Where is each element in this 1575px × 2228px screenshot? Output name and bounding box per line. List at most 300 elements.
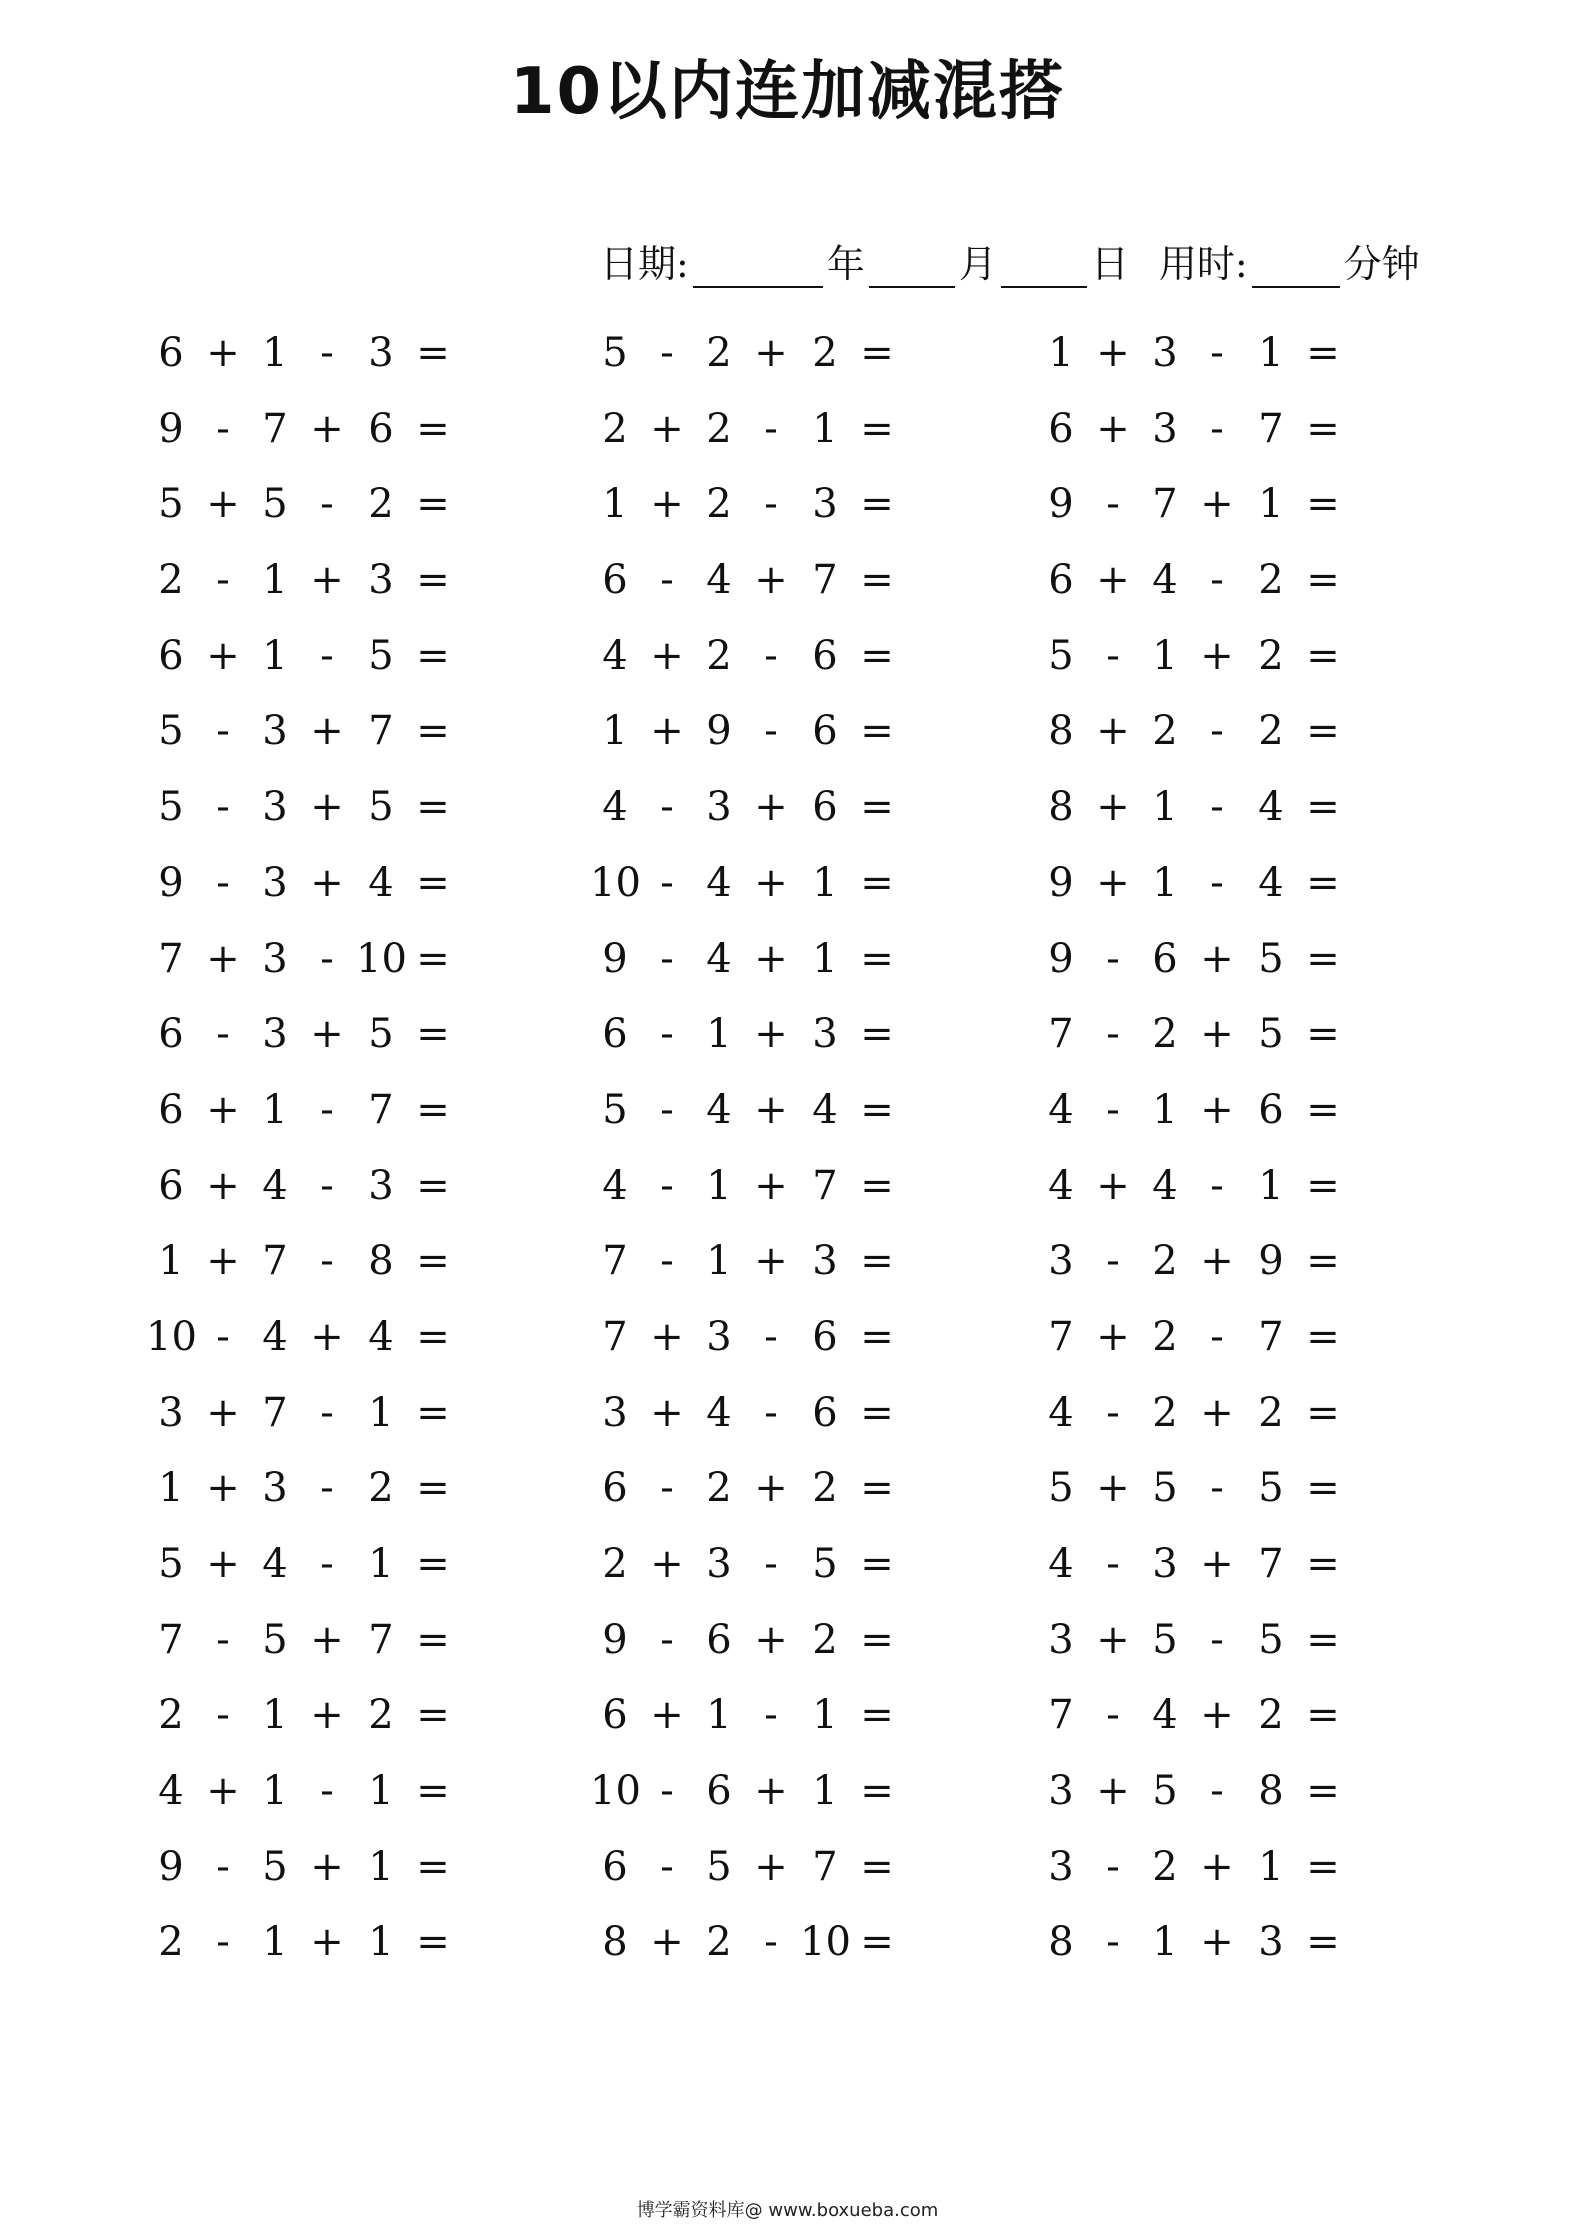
first-operator: - — [1106, 1692, 1120, 1739]
first-number: 5 — [158, 784, 184, 831]
equals-sign: = — [860, 708, 894, 755]
second-number: 2 — [706, 481, 732, 528]
first-operator: + — [206, 1162, 240, 1209]
second-number: 1 — [706, 1692, 732, 1739]
first-operator: - — [216, 1313, 230, 1360]
first-operator: + — [206, 1389, 240, 1436]
third-number: 6 — [368, 405, 394, 452]
first-number: 5 — [602, 330, 628, 376]
second-operator: - — [764, 1313, 778, 1360]
equals-sign: = — [860, 1238, 894, 1285]
minutes-label: 分钟 — [1343, 242, 1420, 286]
first-number: 5 — [158, 1541, 184, 1587]
second-number: 3 — [706, 784, 732, 831]
second-operator: + — [1200, 1086, 1234, 1133]
first-operator: + — [650, 632, 684, 679]
equals-sign: = — [416, 1843, 450, 1890]
first-operator: - — [660, 330, 674, 376]
second-operator: + — [1200, 1843, 1234, 1890]
first-number: 5 — [1048, 1465, 1074, 1512]
third-number: 4 — [368, 1313, 394, 1360]
second-number: 4 — [262, 1541, 288, 1587]
second-operator: + — [310, 1313, 344, 1360]
first-operator: - — [660, 1011, 674, 1058]
first-number: 2 — [158, 1692, 184, 1739]
first-operator: + — [1096, 1768, 1130, 1815]
first-operator: + — [1096, 859, 1130, 906]
equals-sign: = — [416, 1389, 450, 1436]
second-number: 2 — [706, 405, 732, 452]
first-operator: - — [1106, 632, 1120, 679]
second-operator: + — [754, 1616, 788, 1663]
third-number: 8 — [1258, 1768, 1284, 1815]
equals-sign: = — [1306, 1011, 1340, 1058]
first-operator: - — [216, 1692, 230, 1739]
equals-sign: = — [416, 1616, 450, 1663]
first-number: 8 — [602, 1919, 628, 1966]
equals-sign: = — [1306, 632, 1340, 679]
second-operator: + — [310, 1843, 344, 1890]
second-number: 7 — [262, 1389, 288, 1436]
second-operator: + — [754, 1086, 788, 1133]
first-number: 9 — [1048, 481, 1074, 528]
equals-sign: = — [416, 1238, 450, 1285]
second-number: 5 — [262, 481, 288, 528]
third-number: 1 — [812, 935, 838, 982]
first-operator: + — [206, 935, 240, 982]
second-number: 5 — [1152, 1616, 1178, 1663]
first-number: 5 — [1048, 632, 1074, 679]
third-number: 2 — [368, 481, 394, 528]
equals-sign: = — [860, 632, 894, 679]
first-number: 6 — [602, 1011, 628, 1058]
equals-sign: = — [1306, 1313, 1340, 1360]
first-operator: - — [660, 1616, 674, 1663]
second-number: 6 — [706, 1616, 732, 1663]
second-operator: + — [310, 405, 344, 452]
second-operator: + — [1200, 632, 1234, 679]
equals-sign: = — [416, 330, 450, 376]
third-number: 7 — [368, 708, 394, 755]
third-number: 10 — [356, 935, 407, 982]
first-operator: + — [650, 1692, 684, 1739]
equals-sign: = — [1306, 1692, 1340, 1739]
third-number: 5 — [368, 1011, 394, 1058]
equals-sign: = — [416, 859, 450, 906]
equals-sign: = — [416, 935, 450, 982]
first-number: 10 — [146, 1313, 197, 1360]
third-number: 2 — [1258, 632, 1284, 679]
third-number: 2 — [1258, 1389, 1284, 1436]
second-number: 2 — [1152, 1238, 1178, 1285]
equals-sign: = — [860, 1843, 894, 1890]
date-label: 日期: — [600, 242, 689, 286]
first-operator: - — [660, 557, 674, 604]
second-operator: - — [320, 1389, 334, 1436]
second-operator: + — [1200, 1389, 1234, 1436]
second-operator: + — [754, 330, 788, 376]
equals-sign: = — [416, 784, 450, 831]
first-number: 2 — [158, 557, 184, 604]
first-operator: + — [1096, 557, 1130, 604]
first-operator: + — [206, 1768, 240, 1815]
equals-sign: = — [860, 784, 894, 831]
third-number: 6 — [812, 784, 838, 831]
first-operator: + — [1096, 1616, 1130, 1663]
third-number: 3 — [812, 1011, 838, 1058]
second-number: 4 — [706, 935, 732, 982]
first-number: 9 — [602, 1616, 628, 1663]
third-number: 7 — [812, 1843, 838, 1890]
first-number: 1 — [158, 1238, 184, 1285]
equals-sign: = — [1306, 1919, 1340, 1966]
second-number: 1 — [262, 1919, 288, 1966]
first-operator: + — [650, 1541, 684, 1587]
third-number: 2 — [1258, 557, 1284, 604]
first-number: 4 — [602, 1162, 628, 1209]
first-operator: + — [1096, 330, 1130, 376]
second-number: 5 — [262, 1843, 288, 1890]
third-number: 3 — [812, 1238, 838, 1285]
date-time-line — [600, 228, 1420, 288]
second-number: 3 — [262, 935, 288, 982]
second-operator: - — [320, 481, 334, 528]
first-operator: + — [1096, 1465, 1130, 1512]
second-operator: - — [1210, 859, 1224, 906]
equals-sign: = — [416, 632, 450, 679]
third-number: 2 — [812, 1616, 838, 1663]
first-number: 7 — [158, 935, 184, 982]
first-number: 6 — [602, 1465, 628, 1512]
third-number: 2 — [812, 330, 838, 376]
first-operator: - — [1106, 1086, 1120, 1133]
minutes-blank[interactable] — [1252, 248, 1340, 288]
second-number: 2 — [706, 330, 732, 376]
first-number: 6 — [158, 1162, 184, 1209]
second-operator: + — [310, 708, 344, 755]
first-operator: - — [660, 859, 674, 906]
second-number: 6 — [1152, 935, 1178, 982]
first-number: 5 — [158, 708, 184, 755]
month-label: 月 — [958, 242, 997, 286]
first-number: 9 — [602, 935, 628, 982]
first-number: 2 — [602, 1541, 628, 1587]
second-operator: + — [310, 859, 344, 906]
month-blank[interactable] — [869, 248, 955, 288]
second-operator: - — [1210, 330, 1224, 376]
second-number: 3 — [1152, 1541, 1178, 1587]
first-number: 4 — [158, 1768, 184, 1815]
second-number: 1 — [706, 1011, 732, 1058]
equals-sign: = — [416, 1465, 450, 1512]
first-operator: + — [1096, 1162, 1130, 1209]
equals-sign: = — [860, 1541, 894, 1587]
first-operator: - — [216, 859, 230, 906]
second-number: 3 — [262, 1465, 288, 1512]
second-operator: + — [754, 557, 788, 604]
equals-sign: = — [1306, 1086, 1340, 1133]
third-number: 3 — [812, 481, 838, 528]
second-operator: - — [1210, 557, 1224, 604]
second-operator: + — [1200, 1238, 1234, 1285]
third-number: 7 — [812, 557, 838, 604]
second-operator: - — [764, 1919, 778, 1966]
first-number: 7 — [602, 1313, 628, 1360]
second-number: 5 — [1152, 1465, 1178, 1512]
second-number: 1 — [706, 1162, 732, 1209]
third-number: 6 — [1258, 1086, 1284, 1133]
second-number: 4 — [706, 1389, 732, 1436]
third-number: 7 — [1258, 1541, 1284, 1587]
third-number: 3 — [368, 330, 394, 376]
equals-sign: = — [416, 1919, 450, 1966]
first-number: 9 — [158, 405, 184, 452]
equals-sign: = — [1306, 1238, 1340, 1285]
first-operator: + — [1096, 708, 1130, 755]
second-operator: - — [320, 1238, 334, 1285]
second-operator: - — [764, 481, 778, 528]
first-number: 3 — [1048, 1616, 1074, 1663]
second-number: 3 — [1152, 405, 1178, 452]
second-operator: + — [754, 1843, 788, 1890]
first-number: 1 — [1048, 330, 1074, 376]
first-number: 7 — [1048, 1011, 1074, 1058]
first-number: 9 — [158, 1843, 184, 1890]
third-number: 3 — [368, 557, 394, 604]
first-operator: + — [650, 481, 684, 528]
equals-sign: = — [860, 481, 894, 528]
second-operator: + — [1200, 1919, 1234, 1966]
first-number: 1 — [158, 1465, 184, 1512]
second-operator: + — [1200, 1692, 1234, 1739]
third-number: 6 — [812, 1389, 838, 1436]
first-number: 1 — [602, 708, 628, 755]
second-number: 1 — [706, 1238, 732, 1285]
first-operator: + — [206, 1086, 240, 1133]
third-number: 2 — [1258, 1692, 1284, 1739]
second-operator: - — [764, 405, 778, 452]
equals-sign: = — [1306, 1162, 1340, 1209]
equals-sign: = — [416, 481, 450, 528]
equals-sign: = — [1306, 1843, 1340, 1890]
third-number: 2 — [812, 1465, 838, 1512]
first-operator: - — [660, 935, 674, 982]
second-number: 7 — [1152, 481, 1178, 528]
second-number: 2 — [1152, 1389, 1178, 1436]
third-number: 5 — [1258, 1616, 1284, 1663]
first-operator: - — [660, 784, 674, 831]
first-number: 5 — [602, 1086, 628, 1133]
second-operator: + — [754, 1465, 788, 1512]
second-operator: - — [320, 1541, 334, 1587]
first-operator: - — [216, 1919, 230, 1966]
third-number: 8 — [368, 1238, 394, 1285]
second-number: 1 — [262, 330, 288, 376]
second-number: 4 — [706, 1086, 732, 1133]
second-operator: - — [320, 1162, 334, 1209]
first-operator: - — [216, 1011, 230, 1058]
second-operator: - — [320, 632, 334, 679]
first-number: 6 — [1048, 405, 1074, 452]
equals-sign: = — [416, 405, 450, 452]
first-operator: + — [650, 1919, 684, 1966]
second-number: 4 — [1152, 1162, 1178, 1209]
first-number: 7 — [1048, 1313, 1074, 1360]
first-number: 7 — [158, 1616, 184, 1663]
year-blank[interactable] — [693, 248, 823, 288]
second-operator: - — [764, 708, 778, 755]
equals-sign: = — [1306, 784, 1340, 831]
second-number: 2 — [1152, 708, 1178, 755]
time-label: 用时: — [1158, 242, 1248, 286]
first-number: 6 — [158, 330, 184, 376]
equals-sign: = — [860, 1086, 894, 1133]
first-operator: + — [1096, 405, 1130, 452]
first-number: 6 — [602, 1843, 628, 1890]
second-number: 1 — [1152, 784, 1178, 831]
first-number: 6 — [1048, 557, 1074, 604]
first-number: 8 — [1048, 1919, 1074, 1966]
second-number: 1 — [262, 1692, 288, 1739]
second-operator: - — [1210, 1162, 1224, 1209]
second-operator: + — [754, 1011, 788, 1058]
first-operator: - — [660, 1768, 674, 1815]
second-number: 2 — [1152, 1011, 1178, 1058]
equals-sign: = — [416, 708, 450, 755]
second-operator: - — [1210, 1768, 1224, 1815]
third-number: 5 — [368, 784, 394, 831]
third-number: 7 — [368, 1616, 394, 1663]
third-number: 5 — [1258, 935, 1284, 982]
third-number: 2 — [368, 1465, 394, 1512]
second-operator: - — [764, 1541, 778, 1587]
second-number: 3 — [262, 859, 288, 906]
first-number: 6 — [602, 1692, 628, 1739]
year-label: 年 — [826, 242, 865, 286]
third-number: 7 — [812, 1162, 838, 1209]
first-operator: + — [206, 632, 240, 679]
second-number: 5 — [1152, 1768, 1178, 1815]
second-operator: - — [320, 1465, 334, 1512]
second-number: 1 — [262, 1768, 288, 1815]
first-operator: - — [216, 708, 230, 755]
second-number: 3 — [706, 1313, 732, 1360]
equals-sign: = — [860, 859, 894, 906]
second-operator: + — [754, 784, 788, 831]
second-operator: - — [764, 1692, 778, 1739]
equals-sign: = — [1306, 1541, 1340, 1587]
equals-sign: = — [1306, 405, 1340, 452]
first-operator: + — [1096, 784, 1130, 831]
second-number: 4 — [1152, 557, 1178, 604]
equals-sign: = — [1306, 481, 1340, 528]
day-label: 日 — [1090, 242, 1129, 286]
equals-sign: = — [1306, 708, 1340, 755]
second-number: 3 — [262, 784, 288, 831]
third-number: 3 — [1258, 1919, 1284, 1966]
equals-sign: = — [860, 330, 894, 376]
first-operator: + — [206, 1238, 240, 1285]
second-number: 1 — [1152, 1919, 1178, 1966]
second-operator: + — [1200, 1541, 1234, 1587]
second-number: 7 — [262, 1238, 288, 1285]
third-number: 1 — [368, 1919, 394, 1966]
third-number: 4 — [812, 1086, 838, 1133]
footer-watermark: 博学霸资料库@ www.boxueba.com — [636, 2200, 939, 2221]
first-operator: - — [660, 1843, 674, 1890]
equals-sign: = — [1306, 935, 1340, 982]
equals-sign: = — [1306, 1616, 1340, 1663]
first-operator: - — [660, 1238, 674, 1285]
first-operator: - — [660, 1465, 674, 1512]
first-number: 7 — [1048, 1692, 1074, 1739]
equals-sign: = — [416, 1162, 450, 1209]
third-number: 6 — [812, 1313, 838, 1360]
third-number: 6 — [812, 708, 838, 755]
first-number: 5 — [158, 481, 184, 528]
second-operator: + — [310, 784, 344, 831]
equals-sign: = — [1306, 1465, 1340, 1512]
second-number: 1 — [262, 557, 288, 604]
first-operator: - — [1106, 1238, 1120, 1285]
first-number: 9 — [1048, 859, 1074, 906]
first-operator: - — [1106, 935, 1120, 982]
third-number: 4 — [1258, 784, 1284, 831]
second-number: 2 — [1152, 1313, 1178, 1360]
first-number: 1 — [602, 481, 628, 528]
third-number: 1 — [812, 1692, 838, 1739]
second-operator: + — [310, 1692, 344, 1739]
second-operator: - — [320, 330, 334, 376]
second-number: 9 — [706, 708, 732, 755]
third-number: 7 — [368, 1086, 394, 1133]
second-operator: - — [1210, 784, 1224, 831]
first-number: 9 — [158, 859, 184, 906]
first-operator: - — [216, 1843, 230, 1890]
first-operator: - — [1106, 1389, 1120, 1436]
second-operator: + — [754, 1162, 788, 1209]
day-blank[interactable] — [1001, 248, 1087, 288]
third-number: 7 — [1258, 405, 1284, 452]
third-number: 5 — [1258, 1011, 1284, 1058]
worksheet-title: 10以内连加减混搭 — [509, 55, 1066, 129]
first-number: 10 — [590, 859, 641, 906]
first-operator: - — [216, 1616, 230, 1663]
third-number: 1 — [368, 1541, 394, 1587]
third-number: 3 — [368, 1162, 394, 1209]
equals-sign: = — [860, 1389, 894, 1436]
third-number: 1 — [812, 405, 838, 452]
equals-sign: = — [860, 405, 894, 452]
equals-sign: = — [860, 1162, 894, 1209]
equals-sign: = — [416, 1768, 450, 1815]
third-number: 1 — [1258, 481, 1284, 528]
equals-sign: = — [1306, 1389, 1340, 1436]
equals-sign: = — [860, 935, 894, 982]
first-number: 2 — [602, 405, 628, 452]
first-operator: - — [1106, 1843, 1120, 1890]
second-operator: - — [1210, 1313, 1224, 1360]
first-number: 10 — [590, 1768, 641, 1815]
equals-sign: = — [860, 1465, 894, 1512]
second-operator: + — [310, 1616, 344, 1663]
second-number: 1 — [1152, 859, 1178, 906]
third-number: 1 — [1258, 1162, 1284, 1209]
second-operator: - — [1210, 708, 1224, 755]
first-number: 3 — [1048, 1768, 1074, 1815]
first-number: 8 — [1048, 784, 1074, 831]
equals-sign: = — [416, 1541, 450, 1587]
